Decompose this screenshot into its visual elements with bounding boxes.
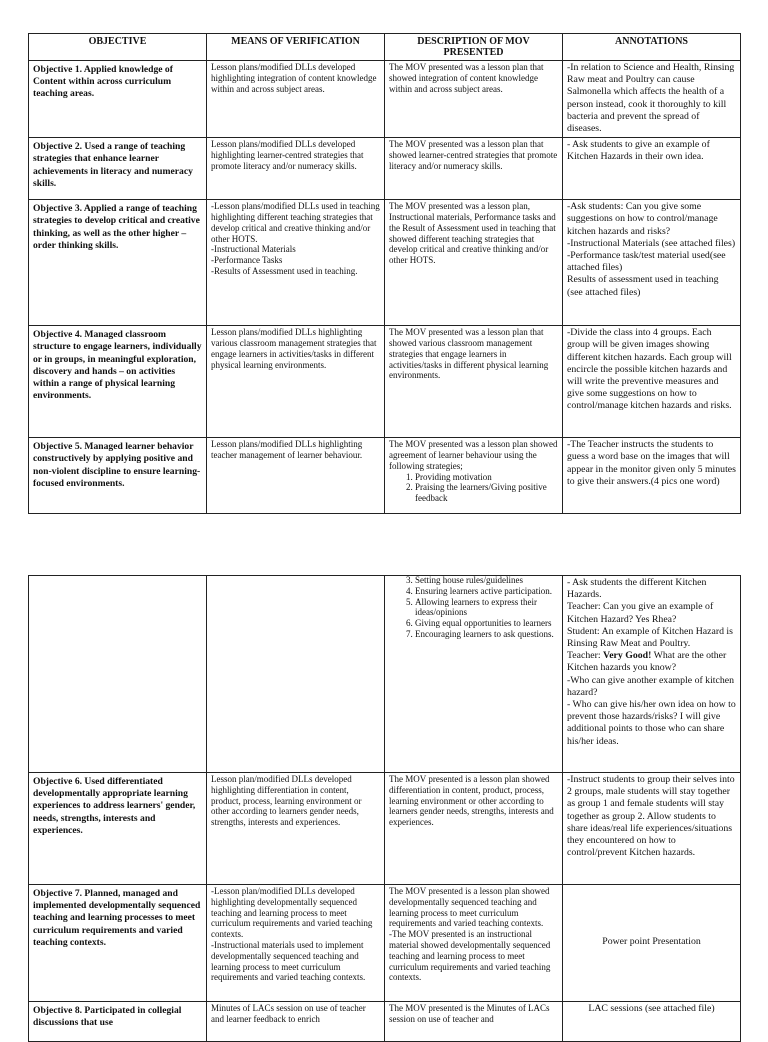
objective-cell: Objective 3. Applied a range of teaching strategies to develop critical and creative thinking, as well as the other higher – order thinking skills. — [29, 200, 207, 326]
annotation-text: What are the other Kitchen hazards you know? — [567, 650, 727, 674]
means-cell: Lesson plans/modified DLLs developed highlighting learner-centred strategies that promote literacy and/or numeracy skills. — [207, 138, 385, 200]
table-row — [29, 438, 741, 514]
description-cell: The MOV presented was a lesson plan, Instructional materials, Performance tasks and the Result of Assessment used in teaching that showed different teaching strategies that develop critical and creative thinking and/or other HOTS. — [385, 200, 563, 326]
annotation-cell: Power point Presentation — [563, 885, 741, 1002]
annotation-line — [567, 650, 736, 674]
objective-cell: Objective 6. Used differentiated developmentally appropriate learning experiences to address learners' gender, needs, strengths, interests and experiences. — [29, 773, 207, 885]
description-text: The MOV presented was a lesson plan showed agreement of learner behaviour using the following strategies; — [389, 439, 558, 471]
annotation-line: - Ask students the different Kitchen Hazards. — [567, 577, 707, 601]
objectives-table-page-2 — [28, 575, 741, 1042]
means-cell: Lesson plans/modified DLLs highlighting teacher management of learner behaviour. — [207, 438, 385, 514]
description-cell: The MOV presented was a lesson plan that showed integration of content knowledge within and across subject areas. — [385, 61, 563, 138]
objective-cell: Objective 7. Planned, managed and implemented developmentally sequenced teaching and learning processes to meet curriculum requirements and varied teaching contexts. — [29, 885, 207, 1002]
header-description: DESCRIPTION OF MOV PRESENTED — [385, 34, 563, 61]
list-item: 5. Allowing learners to express their ideas/opinions — [415, 597, 558, 619]
very-good-emphasis: Very Good! — [603, 650, 652, 662]
table-row — [29, 885, 741, 1002]
annotation-line: -Who can give another example of kitchen hazard? — [567, 674, 735, 698]
header-annotations: ANNOTATIONS — [563, 34, 741, 61]
objective-cell-empty — [29, 576, 207, 773]
objective-cell: Objective 1. Applied knowledge of Content within across curriculum teaching areas. — [29, 61, 207, 138]
means-cell: Lesson plan/modified DLLs developed highlighting differentiation in content, product, process, learning environment or other according to learners gender needs, strengths, interests and experiences. — [207, 773, 385, 885]
objective-cell: Objective 4. Managed classroom structure to engage learners, individually or in groups, in meaningful exploration, discovery and hands – on activities within a range of physical learning environments. — [29, 326, 207, 438]
list-item: 4. Ensuring learners active participation. — [415, 586, 558, 597]
annotation-cell: -The Teacher instructs the students to guess a word base on the images that will appear in the monitor given only 5 minutes to give their answers.(4 pics one word) — [563, 438, 741, 514]
annotation-cell: - Ask students to give an example of Kitchen Hazards in their own idea. — [563, 138, 741, 200]
objective-cell: Objective 5. Managed learner behavior constructively by applying positive and non-violent discipline to ensure learning-focused environments. — [29, 438, 207, 514]
header-objective: OBJECTIVE — [29, 34, 207, 61]
means-cell: Lesson plans/modified DLLs developed highlighting integration of content knowledge within and across subject areas. — [207, 61, 385, 138]
list-item: 2. Praising the learners/Giving positive feedback — [415, 482, 558, 504]
table-row — [29, 61, 741, 138]
table-row — [29, 1002, 741, 1042]
list-item: 7. Encouraging learners to ask questions. — [415, 629, 558, 640]
table-row — [29, 200, 741, 326]
table-row — [29, 326, 741, 438]
list-item: 1. Providing motivation — [415, 472, 558, 483]
annotation-cell: LAC sessions (see attached file) — [563, 1002, 741, 1042]
strategy-list — [389, 472, 558, 504]
teacher-label: Teacher: — [567, 650, 604, 662]
description-cell: The MOV presented is a lesson plan showed differentiation in content, product, process, learning environment or other according to learners gender needs, strengths, interests and experiences. — [385, 773, 563, 885]
table-header-row — [29, 34, 741, 61]
annotation-cell: -Ask students: Can you give some suggestions on how to control/manage kitchen hazards and risks? -Instructional Materials (see attached files) -Performance task/test material used(see attached files) Results of assessment used in teaching (see attached files) — [563, 200, 741, 326]
annotation-line: Teacher: Can you give an example of Kitchen Hazard? Yes Rhea? — [567, 601, 714, 625]
list-item: 6. Giving equal opportunities to learners — [415, 618, 558, 629]
description-cell — [385, 438, 563, 514]
description-cell: The MOV presented is a lesson plan showed developmentally sequenced teaching and learning process to meet curriculum requirements and varied teaching contexts. -The MOV presented is an instructional material showed developmentally sequenced teaching and learning process to meet curriculum requirements and varied teaching contexts. — [385, 885, 563, 1002]
annotation-line: - Who can give his/her own idea on how to prevent those hazards/risks? I will give additional points to those who can share his/her ideas. — [567, 699, 736, 747]
annotation-cell: -Divide the class into 4 groups. Each group will be given images showing different kitchen hazards. Each group will encircle the possible kitchen hazards and will write the preventive measures and give some suggestions on how to control/manage kitchen hazards and risks. — [563, 326, 741, 438]
table-row — [29, 773, 741, 885]
means-cell: -Lesson plan/modified DLLs developed highlighting developmentally sequenced teaching and learning process to meet curriculum requirements and varied teaching contexts. -Instructional materials used to implement developmentally sequenced teaching and learning process to meet curriculum requirements and varied teaching contexts. — [207, 885, 385, 1002]
objectives-table-page-1 — [28, 33, 741, 514]
objective-cell: Objective 2. Used a range of teaching strategies that enhance learner achievements in literacy and numeracy skills. — [29, 138, 207, 200]
means-cell: Lesson plans/modified DLLs highlighting various classroom management strategies that engage learners in activities/tasks in different physical learning environments. — [207, 326, 385, 438]
table-row-continued — [29, 576, 741, 773]
means-cell: -Lesson plans/modified DLLs used in teaching highlighting different teaching strategies that develop critical and creative thinking and/or other HOTS. -Instructional Materials -Performance Tasks -Results of Assessment used in teaching. — [207, 200, 385, 326]
header-means-of-verification: MEANS OF VERIFICATION — [207, 34, 385, 61]
description-cell: The MOV presented is the Minutes of LACs session on use of teacher and — [385, 1002, 563, 1042]
objective-cell: Objective 8. Participated in collegial discussions that use — [29, 1002, 207, 1042]
annotation-cell — [563, 576, 741, 773]
annotation-line: Student: An example of Kitchen Hazard is Rinsing Raw Meat and Poultry. — [567, 625, 733, 650]
description-cell: The MOV presented was a lesson plan that showed learner-centred strategies that promote literacy and/or numeracy skills. — [385, 138, 563, 200]
strategy-list-continued — [389, 576, 558, 640]
table-row — [29, 138, 741, 200]
annotation-cell: -In relation to Science and Health, Rinsing Raw meat and Poultry can cause Salmonella which affects the health of a person instead, cook it thoroughly to kill bacteria and prevent the spread of diseases. — [563, 61, 741, 138]
description-cell — [385, 576, 563, 773]
means-cell-empty — [207, 576, 385, 773]
means-cell: Minutes of LACs session on use of teacher and learner feedback to enrich — [207, 1002, 385, 1042]
list-item: 3. Setting house rules/guidelines — [415, 576, 558, 586]
annotation-cell: -Instruct students to group their selves into 2 groups, male students will stay together as group 1 and female students will stay together as group 2. Allow students to share ideas/real life experiences/situations they encountered on how to control/prevent Kitchen hazards. — [563, 773, 741, 885]
description-cell: The MOV presented was a lesson plan that showed various classroom management strategies that engage learners in activities/tasks in different physical learning environments. — [385, 326, 563, 438]
